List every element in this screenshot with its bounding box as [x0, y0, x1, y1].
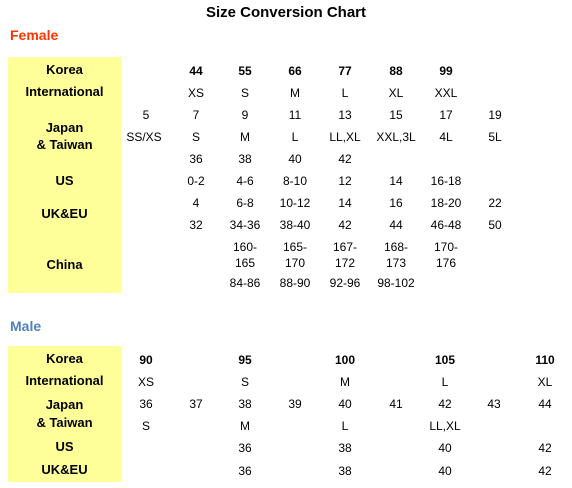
female-cell-r10-c3: 84-86 — [229, 276, 261, 290]
male-cell-r0-c0: 90 — [139, 353, 153, 367]
female-cell-r0-c2: 44 — [189, 64, 203, 78]
female-cell-r5-c5: 12 — [338, 174, 352, 188]
male-cell-r0-c8: 110 — [535, 353, 555, 367]
female-cell-r4-c3: 38 — [238, 152, 252, 166]
female-cell-r0-c3: 55 — [238, 64, 252, 78]
male-cell-r4-c2: 36 — [238, 441, 252, 455]
female-cell-r9-c5: 172 — [334, 256, 356, 270]
female-cell-r6-c8: 22 — [488, 196, 502, 210]
male-cell-r2-c8: 44 — [538, 397, 552, 411]
male-label-uk-eu: UK&EU — [41, 462, 88, 477]
female-cell-r9-c4: 170 — [284, 256, 306, 270]
female-cell-r3-c7: 4L — [439, 130, 453, 144]
male-cell-r1-c2: S — [240, 375, 249, 389]
male-cell-r4-c6: 40 — [438, 441, 452, 455]
male-cell-r2-c3: 39 — [288, 397, 302, 411]
female-cell-r6-c4: 10-12 — [279, 196, 311, 210]
male-cell-r2-c7: 43 — [487, 397, 501, 411]
female-cell-r2-c4: 11 — [288, 108, 302, 122]
male-cell-r1-c4: M — [340, 375, 350, 389]
male-cell-r2-c4: 40 — [338, 397, 352, 411]
female-cell-r2-c2: 7 — [192, 108, 200, 122]
page-title: Size Conversion Chart — [205, 4, 367, 21]
female-cell-r7-c4: 38-40 — [279, 218, 311, 232]
male-cell-r0-c4: 100 — [334, 353, 356, 367]
female-cell-r9-c3: 165 — [234, 256, 256, 270]
male-cell-r4-c8: 42 — [538, 441, 552, 455]
female-cell-r7-c2: 32 — [189, 218, 203, 232]
female-cell-r2-c7: 17 — [439, 108, 453, 122]
female-cell-r9-c6: 173 — [385, 256, 407, 270]
female-cell-r5-c4: 8-10 — [282, 174, 308, 188]
male-cell-r0-c6: 105 — [434, 353, 456, 367]
male-cell-r1-c8: XL — [537, 375, 553, 389]
male-cell-r4-c4: 38 — [338, 441, 352, 455]
male-cell-r0-c2: 95 — [238, 353, 252, 367]
female-cell-r2-c8: 19 — [488, 108, 502, 122]
female-cell-r3-c1: SS/XS — [126, 130, 162, 144]
female-cell-r1-c7: XXL — [434, 86, 458, 100]
female-label-international: International — [25, 84, 104, 99]
male-cell-r5-c2: 36 — [238, 464, 252, 478]
female-cell-r1-c5: L — [341, 86, 349, 100]
female-cell-r0-c5: 77 — [338, 64, 352, 78]
female-cell-r2-c0: 5 — [142, 108, 150, 122]
female-cell-r10-c6: 98-102 — [377, 276, 415, 290]
female-cell-r0-c6: 88 — [389, 64, 403, 78]
female-cell-r5-c2: 0-2 — [187, 174, 205, 188]
female-section-heading: Female — [10, 27, 59, 43]
male-cell-r1-c6: L — [441, 375, 449, 389]
female-cell-r5-c7: 16-18 — [430, 174, 462, 188]
female-label-uk-eu: UK&EU — [41, 206, 88, 221]
female-label-korea: Korea — [46, 62, 83, 77]
male-cell-r2-c6: 42 — [438, 397, 452, 411]
female-cell-r3-c8: 5L — [488, 130, 502, 144]
female-cell-r7-c5: 42 — [338, 218, 352, 232]
female-cell-r8-c6: 168- — [383, 240, 409, 254]
male-cell-r3-c4: L — [341, 419, 349, 433]
female-cell-r4-c4: 40 — [288, 152, 302, 166]
male-cell-r2-c0: 36 — [139, 397, 153, 411]
female-cell-r9-c7: 176 — [435, 256, 457, 270]
female-cell-r3-c2: S — [191, 130, 200, 144]
female-cell-r3-c3: M — [240, 130, 250, 144]
female-cell-r6-c7: 18-20 — [430, 196, 462, 210]
female-cell-r10-c4: 88-90 — [279, 276, 311, 290]
female-cell-r8-c4: 165- — [282, 240, 308, 254]
male-cell-r3-c2: M — [240, 419, 250, 433]
female-label-taiwan: & Taiwan — [36, 137, 93, 152]
female-cell-r1-c6: XL — [388, 86, 404, 100]
female-cell-r8-c7: 170- — [433, 240, 459, 254]
female-label-china: China — [46, 257, 83, 272]
female-cell-r2-c5: 13 — [338, 108, 352, 122]
female-label-us: US — [55, 173, 74, 188]
male-cell-r2-c2: 38 — [238, 397, 252, 411]
male-cell-r2-c5: 41 — [389, 397, 403, 411]
male-cell-r3-c6: LL,XL — [429, 419, 461, 433]
male-cell-r1-c0: XS — [137, 375, 154, 389]
female-cell-r1-c3: S — [240, 86, 249, 100]
female-cell-r8-c5: 167- — [332, 240, 358, 254]
female-cell-r6-c5: 14 — [338, 196, 352, 210]
female-cell-r6-c2: 4 — [192, 196, 200, 210]
male-cell-r5-c4: 38 — [338, 464, 352, 478]
male-label-korea: Korea — [46, 351, 83, 366]
female-cell-r7-c7: 46-48 — [430, 218, 462, 232]
male-label-japan: Japan — [45, 397, 84, 412]
male-label-taiwan: & Taiwan — [36, 415, 93, 430]
male-cell-r3-c0: S — [141, 419, 150, 433]
male-section-heading: Male — [10, 318, 42, 334]
female-cell-r3-c5: LL,XL — [329, 130, 361, 144]
female-cell-r2-c6: 15 — [389, 108, 403, 122]
female-cell-r0-c7: 99 — [439, 64, 453, 78]
female-cell-r10-c5: 92-96 — [329, 276, 361, 290]
male-cell-r2-c1: 37 — [189, 397, 203, 411]
male-label-us: US — [55, 439, 74, 454]
female-cell-r8-c3: 160- — [232, 240, 258, 254]
female-cell-r7-c8: 50 — [488, 218, 502, 232]
female-cell-r6-c6: 16 — [389, 196, 403, 210]
male-cell-r5-c6: 40 — [438, 464, 452, 478]
female-cell-r7-c6: 44 — [389, 218, 403, 232]
female-cell-r0-c4: 66 — [288, 64, 302, 78]
female-cell-r2-c3: 9 — [241, 108, 249, 122]
female-cell-r4-c5: 42 — [338, 152, 352, 166]
female-cell-r1-c4: M — [290, 86, 300, 100]
male-cell-r5-c8: 42 — [538, 464, 552, 478]
female-cell-r5-c6: 14 — [389, 174, 403, 188]
female-cell-r3-c4: L — [291, 130, 299, 144]
female-label-japan: Japan — [45, 120, 84, 135]
male-label-international: International — [25, 373, 104, 388]
female-cell-r6-c3: 6-8 — [236, 196, 254, 210]
female-cell-r3-c6: XXL,3L — [376, 130, 416, 144]
female-cell-r1-c2: XS — [187, 86, 204, 100]
female-cell-r5-c3: 4-6 — [236, 174, 254, 188]
female-cell-r7-c3: 34-36 — [229, 218, 261, 232]
female-cell-r4-c2: 36 — [189, 152, 203, 166]
